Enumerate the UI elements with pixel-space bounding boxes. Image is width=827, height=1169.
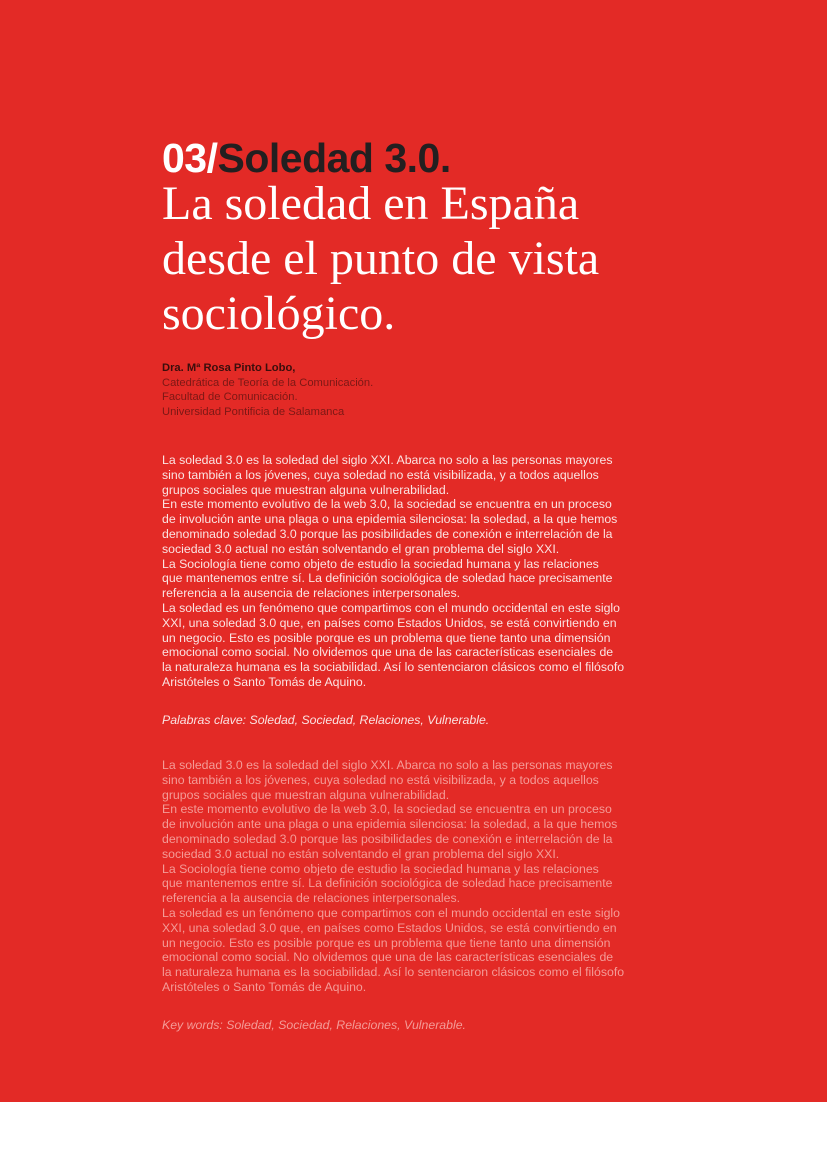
abstract-line: denominado soledad 3.0 porque las posibilidades de conexión e interrelación de la [162,831,613,846]
abstract-line: XXI, una soledad 3.0 que, en países como Estados Unidos, se está convirtiendo en [162,920,617,935]
abstract-line: XXI, una soledad 3.0 que, en países como Estados Unidos, se está convirtiendo en [162,615,617,630]
abstract-line: sociedad 3.0 actual no están solventando el gran problema del siglo XXI. [162,846,560,861]
abstract-line: referencia a la ausencia de relaciones interpersonales. [162,586,461,601]
author-affiliation: Facultad de Comunicación. [162,391,298,403]
abstract-line: sociedad 3.0 actual no están solventando el gran problema del siglo XXI. [162,541,560,556]
abstract-line: la naturaleza humana es la sociabilidad. Así lo sentenciaron clásicos como el filósofo [162,660,625,675]
abstract-line: Aristóteles o Santo Tomás de Aquino. [162,674,367,689]
abstract-line: La Sociología tiene como objeto de estudio la sociedad humana y las relaciones [162,556,599,571]
subtitle-line: La soledad en España [162,177,580,230]
abstract-line: que mantenemos entre sí. La definición sociológica de soledad hace precisamente [162,876,613,891]
abstract-spanish [162,453,662,690]
article-title: Soledad 3.0. [217,135,451,181]
abstract-line: denominado soledad 3.0 porque las posibilidades de conexión e interrelación de la [162,526,613,541]
abstract-line: En este momento evolutivo de la web 3.0, la sociedad se encuentra en un proceso [162,497,612,512]
abstract-line: referencia a la ausencia de relaciones interpersonales. [162,891,461,906]
abstract-line: La Sociología tiene como objeto de estudio la sociedad humana y las relaciones [162,861,599,876]
article-subtitle [162,176,722,341]
abstract-line: sino también a los jóvenes, cuya soledad no está visibilizada, y a todos aquellos [162,467,599,482]
abstract-line: grupos sociales que muestran alguna vulnerabilidad. [162,482,450,497]
abstract-line: emocional como social. No olvidemos que una de las características esenciales de [162,950,614,965]
abstract-line: La soledad 3.0 es la soledad del siglo XXI. Abarca no solo a las personas mayores [162,758,613,772]
abstract-line: En este momento evolutivo de la web 3.0, la sociedad se encuentra en un proceso [162,802,612,817]
abstract-line: que mantenemos entre sí. La definición sociológica de soledad hace precisamente [162,571,613,586]
author-affiliation: Catedrática de Teoría de la Comunicación. [162,376,374,389]
abstract-line: de involución ante una plaga o una epidemia silenciosa: la soledad, a la que hemos [162,512,618,527]
author-affiliation: Universidad Pontificia de Salamanca [162,405,345,418]
abstract-line: grupos sociales que muestran alguna vulnerabilidad. [162,787,450,802]
author-name: Dra. Mª Rosa Pinto Lobo, [162,362,296,374]
abstract-line: emocional como social. No olvidemos que una de las características esenciales de [162,645,614,660]
abstract-line: la naturaleza humana es la sociabilidad. Así lo sentenciaron clásicos como el filósofo [162,965,625,980]
chapter-number: 03/ [162,135,218,181]
subtitle-line: sociológico. [162,287,396,340]
abstract-line: de involución ante una plaga o una epidemia silenciosa: la soledad, a la que hemos [162,817,618,832]
keywords-english: Key words: Soledad, Sociedad, Relaciones, Vulnerable. [162,1018,466,1032]
abstract-line: sino también a los jóvenes, cuya soledad no está visibilizada, y a todos aquellos [162,772,599,787]
abstract-line: La soledad es un fenómeno que compartimos con el mundo occidental en este siglo [162,600,621,615]
abstract-line: un negocio. Esto es posible porque es un problema que tiene tanto una dimensión [162,935,611,950]
abstract-line: La soledad es un fenómeno que compartimos con el mundo occidental en este siglo [162,905,621,920]
abstract-line: un negocio. Esto es posible porque es un problema que tiene tanto una dimensión [162,630,611,645]
keywords-spanish: Palabras clave: Soledad, Sociedad, Relaciones, Vulnerable. [162,713,490,727]
abstract-line: Aristóteles o Santo Tomás de Aquino. [162,979,367,994]
subtitle-line: desde el punto de vista [162,232,600,285]
author-block [162,361,373,419]
abstract-english [162,758,662,995]
abstract-line: La soledad 3.0 es la soledad del siglo XXI. Abarca no solo a las personas mayores [162,453,613,467]
